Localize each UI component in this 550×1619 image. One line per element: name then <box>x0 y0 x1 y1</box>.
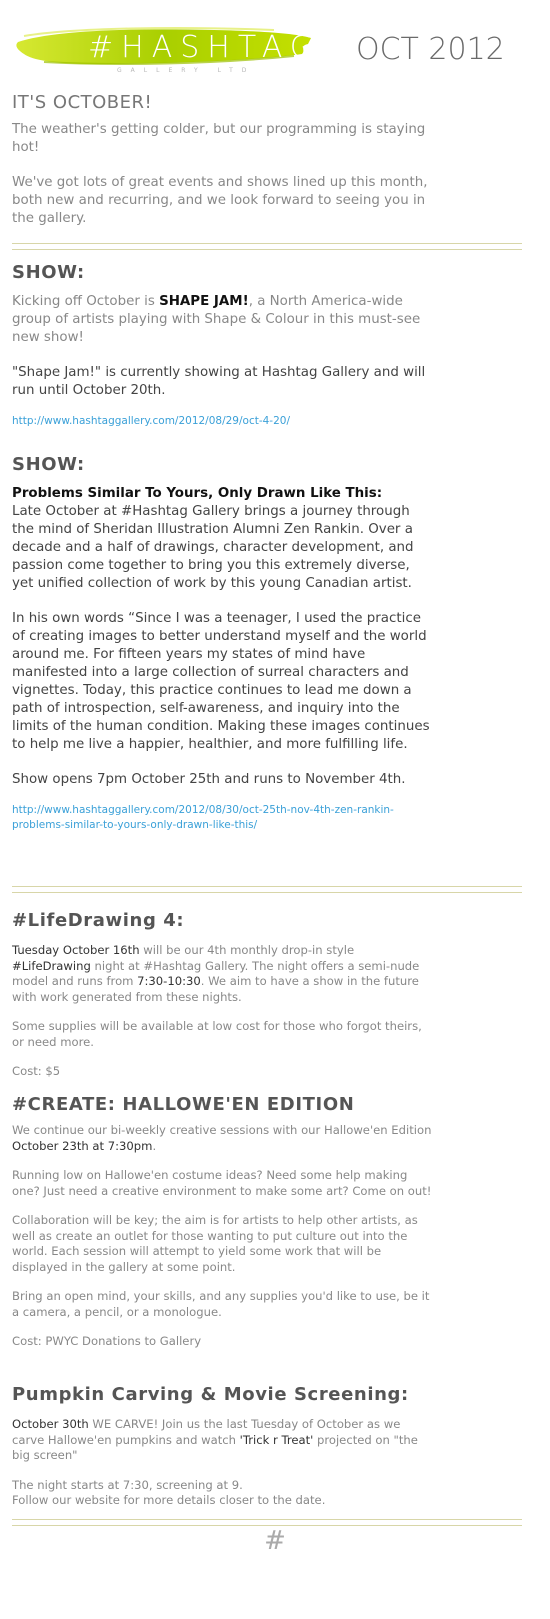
text-span: Kicking off October is <box>12 294 160 309</box>
text-span: We continue our bi-weekly creative sessions with our Hallowe'en Edition <box>12 1123 432 1137</box>
create-paragraph-1 <box>12 1123 432 1154</box>
create-paragraph-4: Bring an open mind, your skills, and any supplies you'd like to use, be it a camera, a pencil, or a monologue. <box>12 1289 430 1319</box>
section-divider <box>12 1519 522 1526</box>
text-span: Tuesday October 16th <box>12 943 140 957</box>
show-paragraph-1: Late October at #Hashtag Gallery brings a journey through the mind of Sheridan Illustration Alumni Zen Rankin. Over a decade and a half of drawings, character development, and passion come together to bring you this extremely diverse, yet unified collection of work by this young Canadian artist. <box>12 504 414 591</box>
lifedrawing-paragraph-2: Some supplies will be available at low cost for those who forgot theirs, or need more. <box>12 1019 422 1049</box>
show-heading: SHOW: <box>12 262 85 283</box>
create-paragraph-2: Running low on Hallowe'en costume ideas? Need some help making one? Just need a creative environment to make some art? Come on out! <box>12 1168 432 1198</box>
create-heading: #CREATE: HALLOWE'EN EDITION <box>12 1094 355 1115</box>
show-link[interactable]: http://www.hashtaggallery.com/2012/08/30/oct-25th-nov-4th-zen-rankin-problems-similar-to-yours-only-drawn-like-this/ <box>12 804 394 831</box>
text-span: projected on "the big screen" <box>12 1432 418 1462</box>
text-span: , a North America-wide group of artists playing with Shape & Colour in this must-see new show! <box>12 294 421 345</box>
show-heading: SHOW: <box>12 454 85 475</box>
lifedrawing-heading: #LifeDrawing 4: <box>12 910 185 931</box>
text-span: 'Trick r Treat' <box>239 1432 314 1447</box>
lifedrawing-cost: Cost: $5 <box>12 1064 61 1078</box>
text-span: . <box>152 1138 157 1153</box>
section-divider <box>12 243 522 250</box>
show-section-shape-jam <box>12 262 432 429</box>
section-divider <box>12 886 522 893</box>
text-span: October 30th <box>12 1417 89 1431</box>
show-section-zen-rankin <box>12 454 432 833</box>
pumpkin-paragraph-2: The night starts at 7:30, screening at 9. <box>12 1477 243 1492</box>
show-subtitle: Problems Similar To Yours, Only Drawn Like This: <box>12 486 383 501</box>
text-span: WE CARVE! Join us the last Tuesday of October as we carve Hallowe'en pumpkins and watch <box>12 1417 401 1447</box>
pumpkin-paragraph-1 <box>12 1417 432 1464</box>
pumpkin-section <box>12 1384 432 1509</box>
logo-subtitle: GALLERY LTD <box>117 67 256 74</box>
text-span: October 23th at 7:30pm <box>12 1138 153 1153</box>
show-link[interactable]: http://www.hashtaggallery.com/2012/08/29/oct-4-20/ <box>12 415 290 427</box>
intro-paragraph-1: The weather's getting colder, but our programming is staying hot! <box>12 122 426 155</box>
logo-text: #HASHTAG <box>88 30 322 65</box>
intro-paragraph-2: We've got lots of great events and shows lined up this month, both new and recurring, and we look forward to seeing you in the gallery. <box>12 175 428 226</box>
lifedrawing-paragraph-1 <box>12 943 432 1005</box>
show-paragraph-2: In his own words “Since I was a teenager, I used the practice of creating images to better understand myself and the world around me. For fifteen years my states of mind have manifested into a large collection of surreal characters and vignettes. Today, this practice continues to lead me down a path of introspection, self-awareness, and inquiry into the limits of the human condition. Making these images continues to help me live a happier, healthier, and more fulfilling life. <box>12 611 430 752</box>
text-span: . We aim to have a show in the future with work generated from these nights. <box>12 974 419 1004</box>
text-span: will be our 4th monthly drop-in style <box>139 943 355 957</box>
create-cost: Cost: PWYC Donations to Gallery <box>12 1334 202 1348</box>
create-section <box>12 1094 432 1350</box>
hashtag-footer-icon: # <box>264 1526 286 1556</box>
intro-section <box>12 92 432 228</box>
pumpkin-paragraph-3: Follow our website for more details closer to the date. <box>12 1493 326 1507</box>
show-paragraph-3: Show opens 7pm October 25th and runs to November 4th. <box>12 772 406 787</box>
text-span: 7:30-10:30 <box>137 974 201 988</box>
intro-title: IT'S OCTOBER! <box>12 92 153 113</box>
show-paragraph-1 <box>12 293 432 347</box>
text-span: night at #Hashtag Gallery. The night offers a semi-nude model and runs from <box>12 958 420 988</box>
newsletter-header <box>0 0 550 88</box>
text-span: #LifeDrawing <box>12 958 91 973</box>
issue-date: OCT 2012 <box>356 32 505 67</box>
show-paragraph-2: "Shape Jam!" is currently showing at Hashtag Gallery and will run until October 20th. <box>12 365 426 398</box>
lifedrawing-section <box>12 910 432 1080</box>
pumpkin-heading: Pumpkin Carving & Movie Screening: <box>12 1384 409 1405</box>
create-paragraph-3: Collaboration will be key; the aim is for artists to help other artists, as well as create an outlet for those wanting to put culture out into the world. Each session will attempt to yield some work that will be displayed in the gallery at some point. <box>12 1213 418 1274</box>
show-title-shape-jam: SHAPE JAM! <box>159 294 249 309</box>
newsletter-footer <box>0 1526 550 1556</box>
